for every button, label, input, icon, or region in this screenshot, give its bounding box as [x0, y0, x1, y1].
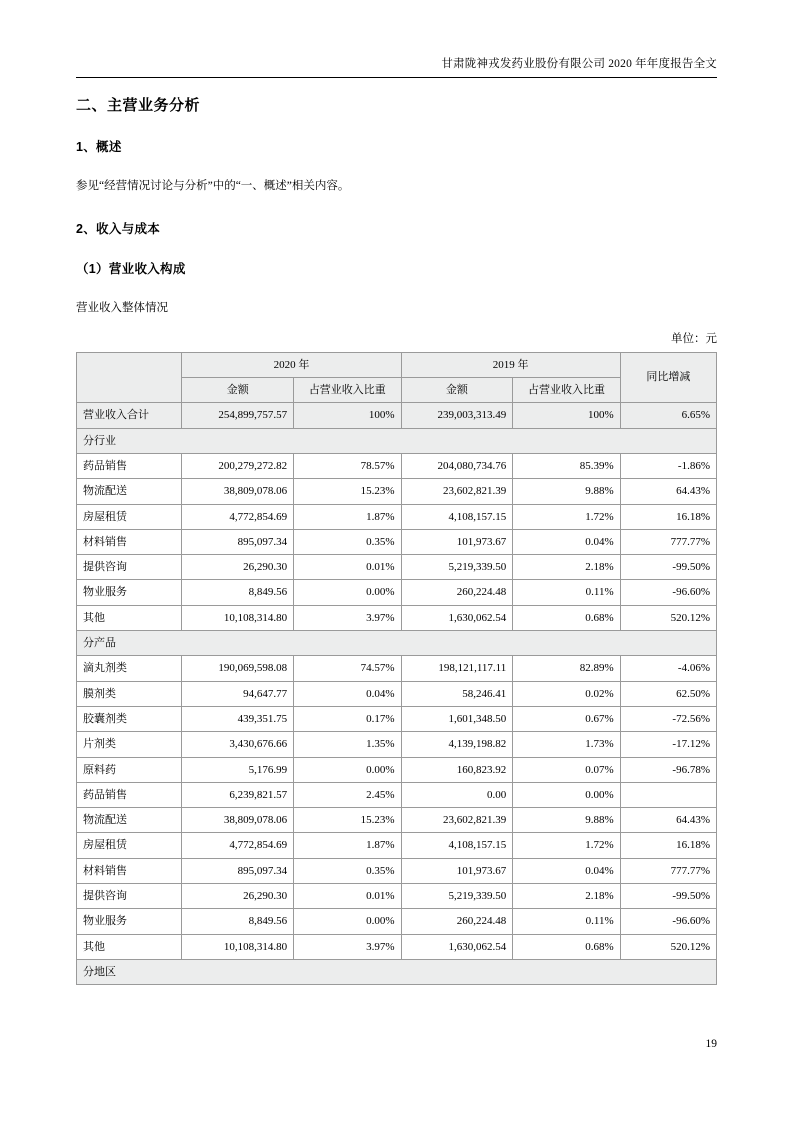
group-label: 分地区 [77, 959, 717, 984]
row-label: 药品销售 [77, 782, 182, 807]
table-row [77, 555, 717, 580]
cell-ratio-2019: 82.89% [513, 656, 620, 681]
revenue-composition-table [76, 352, 717, 985]
header-year-2020: 2020 年 [182, 352, 401, 377]
table-row [77, 479, 717, 504]
row-label: 物流配送 [77, 479, 182, 504]
cell-amount-2020: 895,097.34 [182, 858, 294, 883]
cell-amount-2019: 204,080,734.76 [401, 453, 513, 478]
table-row [77, 681, 717, 706]
cell-ratio-2020: 0.01% [294, 884, 401, 909]
cell-amount-2019: 260,224.48 [401, 909, 513, 934]
cell-amount-2019: 101,973.67 [401, 529, 513, 554]
cell-ratio-2020: 78.57% [294, 453, 401, 478]
cell-ratio-2019: 0.68% [513, 605, 620, 630]
cell-amount-2019: 198,121,117.11 [401, 656, 513, 681]
running-header: 甘肃陇神戎发药业股份有限公司 2020 年年度报告全文 [441, 58, 717, 70]
header-blank-corner [77, 352, 182, 403]
cell-ratio-2019: 9.88% [513, 808, 620, 833]
cell-change: 64.43% [620, 808, 716, 833]
table-row [77, 934, 717, 959]
cell-ratio-2019: 100% [513, 403, 620, 428]
cell-ratio-2020: 1.35% [294, 732, 401, 757]
cell-change: -17.12% [620, 732, 716, 757]
row-label: 房屋租赁 [77, 833, 182, 858]
cell-change: -4.06% [620, 656, 716, 681]
subsection-revenue-cost-title: 2、收入与成本 [76, 222, 161, 237]
cell-ratio-2019: 0.67% [513, 706, 620, 731]
page-content [76, 94, 717, 985]
subsection-overview-title: 1、概述 [76, 140, 122, 154]
row-label: 物业服务 [77, 909, 182, 934]
table-row [77, 909, 717, 934]
cell-amount-2019: 4,139,198.82 [401, 732, 513, 757]
cell-amount-2020: 26,290.30 [182, 555, 294, 580]
cell-amount-2019: 23,602,821.39 [401, 479, 513, 504]
header-ratio-2019: 占营业收入比重 [513, 378, 620, 403]
header-year-2019: 2019 年 [401, 352, 620, 377]
cell-ratio-2019: 0.00% [513, 782, 620, 807]
cell-amount-2019: 4,108,157.15 [401, 504, 513, 529]
table-row [77, 403, 717, 428]
table-row [77, 706, 717, 731]
table-caption: 营业收入整体情况 [76, 302, 168, 315]
table-row [77, 732, 717, 757]
cell-ratio-2020: 1.87% [294, 504, 401, 529]
cell-change: -96.78% [620, 757, 716, 782]
table-row [77, 833, 717, 858]
cell-change [620, 782, 716, 807]
row-label: 提供咨询 [77, 884, 182, 909]
table-row [77, 580, 717, 605]
cell-amount-2020: 4,772,854.69 [182, 833, 294, 858]
header-amount-2020: 金额 [182, 378, 294, 403]
cell-change: 16.18% [620, 504, 716, 529]
cell-ratio-2019: 2.18% [513, 884, 620, 909]
cell-amount-2020: 8,849.56 [182, 580, 294, 605]
cell-ratio-2019: 1.72% [513, 504, 620, 529]
cell-ratio-2019: 2.18% [513, 555, 620, 580]
section-title: 二、主营业务分析 [76, 97, 201, 114]
cell-amount-2020: 26,290.30 [182, 884, 294, 909]
cell-ratio-2020: 3.97% [294, 605, 401, 630]
row-label: 房屋租赁 [77, 504, 182, 529]
cell-change: -1.86% [620, 453, 716, 478]
header-amount-2019: 金额 [401, 378, 513, 403]
table-row [77, 453, 717, 478]
cell-ratio-2020: 0.35% [294, 858, 401, 883]
table-row [77, 782, 717, 807]
table-body [77, 403, 717, 985]
table-row [77, 757, 717, 782]
row-label: 材料销售 [77, 529, 182, 554]
cell-ratio-2019: 85.39% [513, 453, 620, 478]
cell-amount-2019: 5,219,339.50 [401, 555, 513, 580]
table-group-row [77, 631, 717, 656]
cell-amount-2020: 190,069,598.08 [182, 656, 294, 681]
cell-change: 777.77% [620, 529, 716, 554]
cell-amount-2020: 38,809,078.06 [182, 479, 294, 504]
cell-amount-2020: 8,849.56 [182, 909, 294, 934]
cell-amount-2020: 38,809,078.06 [182, 808, 294, 833]
cell-ratio-2019: 0.68% [513, 934, 620, 959]
row-label: 原料药 [77, 757, 182, 782]
cell-ratio-2020: 1.87% [294, 833, 401, 858]
row-label: 其他 [77, 934, 182, 959]
cell-amount-2019: 5,219,339.50 [401, 884, 513, 909]
cell-ratio-2020: 15.23% [294, 808, 401, 833]
group-label: 分行业 [77, 428, 717, 453]
cell-amount-2019: 1,630,062.54 [401, 605, 513, 630]
cell-change: -99.50% [620, 555, 716, 580]
header-divider [76, 77, 717, 78]
cell-amount-2019: 1,601,348.50 [401, 706, 513, 731]
cell-ratio-2019: 1.72% [513, 833, 620, 858]
cell-amount-2019: 58,246.41 [401, 681, 513, 706]
cell-amount-2019: 4,108,157.15 [401, 833, 513, 858]
table-row [77, 884, 717, 909]
cell-change: -72.56% [620, 706, 716, 731]
row-label: 其他 [77, 605, 182, 630]
cell-amount-2019: 239,003,313.49 [401, 403, 513, 428]
subsection-overview-text: 参见“经营情况讨论与分析”中的“一、概述”相关内容。 [76, 180, 350, 192]
cell-change: 777.77% [620, 858, 716, 883]
row-label: 物业服务 [77, 580, 182, 605]
cell-ratio-2020: 0.00% [294, 757, 401, 782]
cell-ratio-2019: 0.04% [513, 529, 620, 554]
page-number: 19 [705, 1038, 717, 1050]
cell-change: 520.12% [620, 934, 716, 959]
cell-change: 16.18% [620, 833, 716, 858]
row-label: 药品销售 [77, 453, 182, 478]
table-group-row [77, 428, 717, 453]
table-row [77, 504, 717, 529]
cell-ratio-2020: 3.97% [294, 934, 401, 959]
table-group-row [77, 959, 717, 984]
cell-ratio-2020: 0.35% [294, 529, 401, 554]
cell-amount-2019: 101,973.67 [401, 858, 513, 883]
cell-ratio-2020: 2.45% [294, 782, 401, 807]
cell-ratio-2020: 100% [294, 403, 401, 428]
cell-ratio-2020: 15.23% [294, 479, 401, 504]
table-row [77, 529, 717, 554]
cell-amount-2020: 10,108,314.80 [182, 605, 294, 630]
cell-change: 520.12% [620, 605, 716, 630]
cell-ratio-2019: 0.04% [513, 858, 620, 883]
cell-amount-2020: 439,351.75 [182, 706, 294, 731]
cell-amount-2019: 23,602,821.39 [401, 808, 513, 833]
row-label: 材料销售 [77, 858, 182, 883]
subsection-revenue-composition-title: （1）营业收入构成 [76, 262, 186, 277]
cell-ratio-2019: 0.11% [513, 580, 620, 605]
table-row [77, 605, 717, 630]
cell-change: 62.50% [620, 681, 716, 706]
row-label: 片剂类 [77, 732, 182, 757]
cell-amount-2019: 260,224.48 [401, 580, 513, 605]
row-label: 营业收入合计 [77, 403, 182, 428]
header-ratio-2020: 占营业收入比重 [294, 378, 401, 403]
cell-amount-2020: 6,239,821.57 [182, 782, 294, 807]
cell-amount-2019: 1,630,062.54 [401, 934, 513, 959]
table-row [77, 858, 717, 883]
cell-ratio-2020: 0.17% [294, 706, 401, 731]
cell-amount-2020: 4,772,854.69 [182, 504, 294, 529]
cell-change: -96.60% [620, 580, 716, 605]
cell-amount-2020: 3,430,676.66 [182, 732, 294, 757]
cell-amount-2020: 94,647.77 [182, 681, 294, 706]
cell-change: -99.50% [620, 884, 716, 909]
cell-amount-2019: 0.00 [401, 782, 513, 807]
cell-change: 6.65% [620, 403, 716, 428]
row-label: 提供咨询 [77, 555, 182, 580]
group-label: 分产品 [77, 631, 717, 656]
cell-amount-2019: 160,823.92 [401, 757, 513, 782]
cell-amount-2020: 5,176.99 [182, 757, 294, 782]
cell-ratio-2020: 0.00% [294, 580, 401, 605]
table-header-row-1 [77, 352, 717, 377]
table-row [77, 656, 717, 681]
row-label: 物流配送 [77, 808, 182, 833]
cell-amount-2020: 254,899,757.57 [182, 403, 294, 428]
cell-ratio-2019: 0.07% [513, 757, 620, 782]
row-label: 膜剂类 [77, 681, 182, 706]
cell-amount-2020: 895,097.34 [182, 529, 294, 554]
cell-amount-2020: 200,279,272.82 [182, 453, 294, 478]
cell-ratio-2020: 0.01% [294, 555, 401, 580]
unit-note: 单位：元 [671, 332, 717, 345]
cell-ratio-2019: 0.11% [513, 909, 620, 934]
cell-ratio-2019: 1.73% [513, 732, 620, 757]
cell-ratio-2020: 0.00% [294, 909, 401, 934]
table-row [77, 808, 717, 833]
table-head [77, 352, 717, 403]
cell-change: -96.60% [620, 909, 716, 934]
cell-change: 64.43% [620, 479, 716, 504]
row-label: 滴丸剂类 [77, 656, 182, 681]
row-label: 胶囊剂类 [77, 706, 182, 731]
header-change: 同比增减 [620, 352, 716, 403]
cell-ratio-2019: 9.88% [513, 479, 620, 504]
cell-ratio-2020: 0.04% [294, 681, 401, 706]
cell-ratio-2019: 0.02% [513, 681, 620, 706]
cell-amount-2020: 10,108,314.80 [182, 934, 294, 959]
cell-ratio-2020: 74.57% [294, 656, 401, 681]
